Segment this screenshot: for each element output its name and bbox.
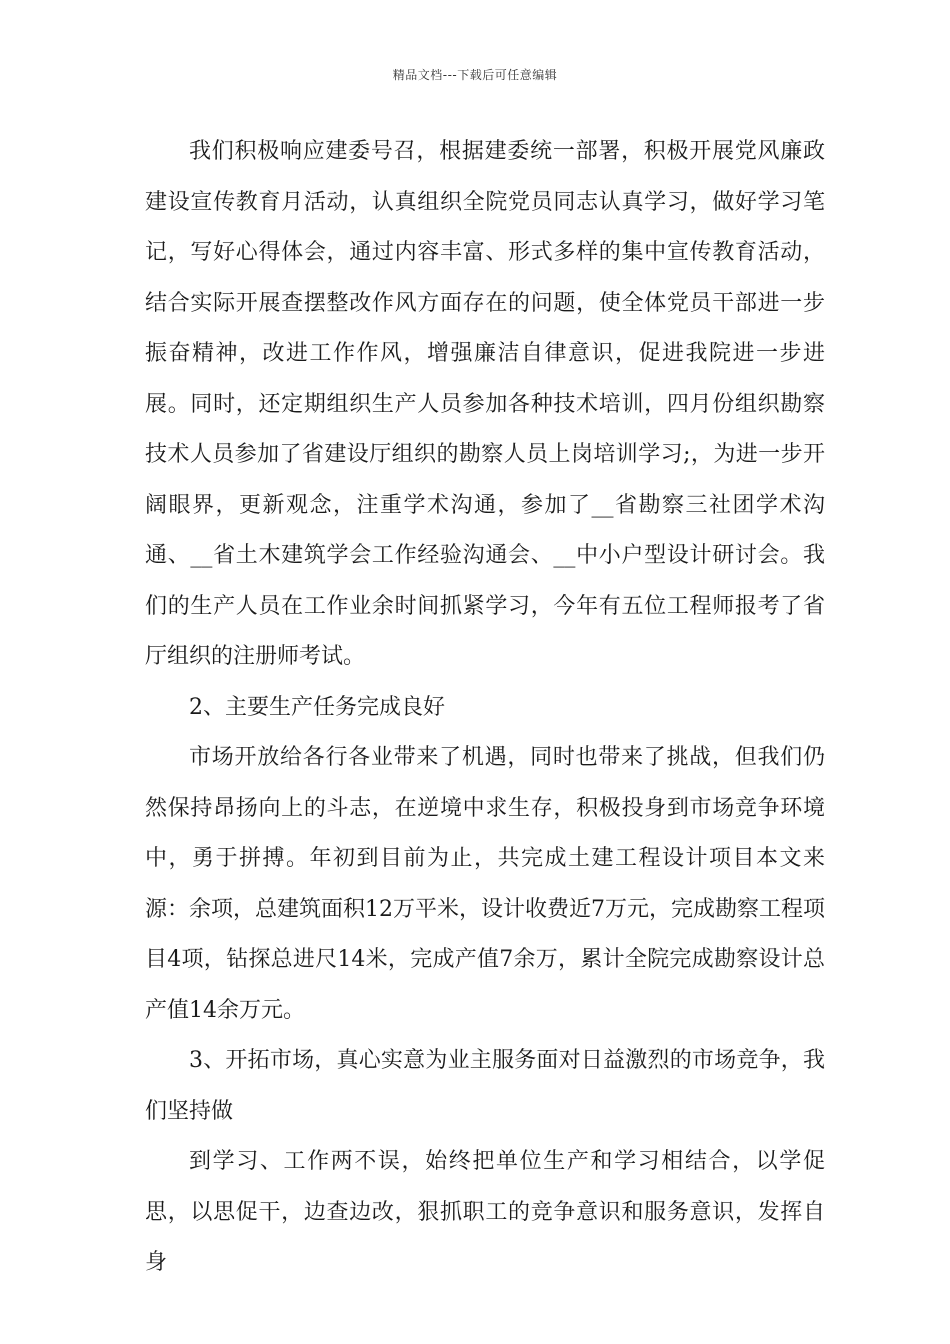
paragraph-party-education: 我们积极响应建委号召，根据建委统一部署，积极开展党风廉政建设宣传教育月活动，认真组织全院党员同志认真学习，做好学习笔记，写好心得体会，通过内容丰富、形式多样的集中宣传教育活动，结合实际开展查摆整改作风方面存在的问题，使全体党员干部进一步振奋精神，改进工作作风，增强廉洁自律意识，促进我院进一步进展。同时，还定期组织生产人员参加各种技术培训，四月份组织勘察技术人员参加了省建设厅组织的勘察人员上岗培训学习;，为进一步开阔眼界，更新观念，注重学术沟通，参加了__省勘察三社团学术沟通、__省土木建筑学会工作经验沟通会、__中小户型设计研讨会。我们的生产人员在工作业余时间抓紧学习，今年有五位工程师报考了省厅组织的注册师考试。 — [145, 139, 825, 669]
paragraph-market: 到学习、工作两不误，始终把单位生产和学习相结合，以学促思，以思促干，边查边改，狠抓职工的竞争意识和服务意识，发挥自身 — [145, 1149, 825, 1275]
page-header: 精品文档---下载后可任意编辑 — [392, 68, 558, 82]
section-heading-market: 3、开拓市场，真心实意为业主服务面对日益激烈的市场竞争，我们坚持做 — [145, 1048, 825, 1124]
document-body — [145, 127, 825, 1289]
section-heading-production: 2、主要生产任务完成良好 — [189, 694, 445, 720]
paragraph-production: 市场开放给各行各业带来了机遇，同时也带来了挑战，但我们仍然保持昂扬向上的斗志，在逆境中求生存，积极投身到市场竞争环境中，勇于拼搏。年初到目前为止，共完成土建工程设计项目本文来源：余项，总建筑面积12万平米，设计收费近7万元，完成勘察工程项目4项，钻探总进尺14米，完成产值7余万，累计全院完成勘察设计总产值14余万元。 — [145, 745, 825, 1023]
